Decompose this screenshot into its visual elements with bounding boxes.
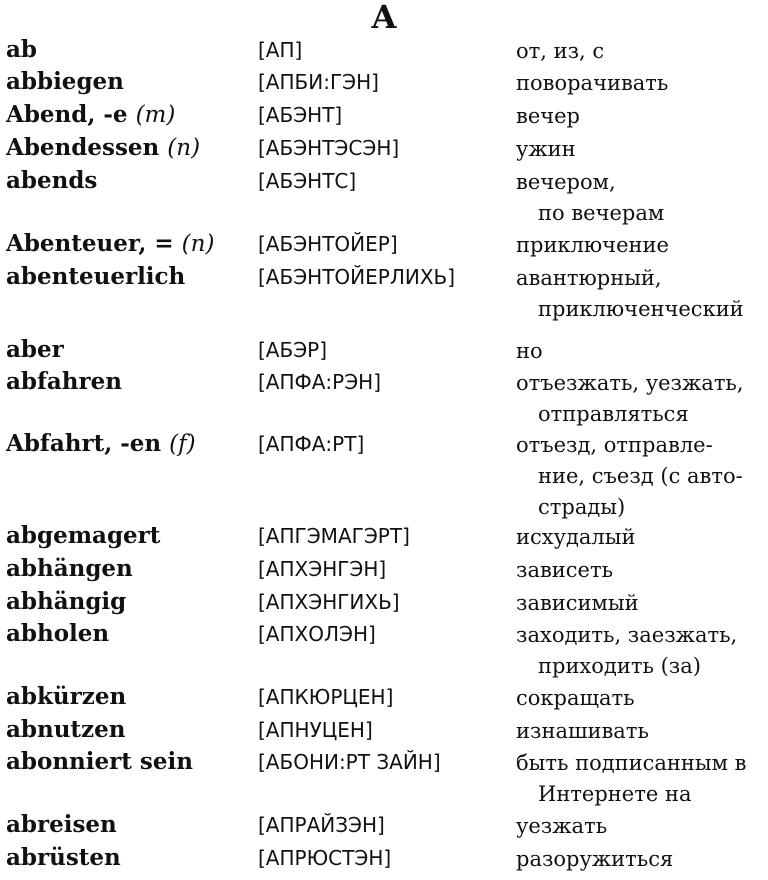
entry-word: abkürzen — [6, 683, 127, 710]
entry-translation: вечером, по вечерам — [516, 170, 665, 225]
section-letter: А — [370, 0, 398, 36]
entry-transcription: [АП] — [258, 38, 303, 62]
entry-translation: от, из, с — [516, 39, 605, 63]
entry-word: abbiegen — [6, 68, 124, 95]
entry-word: abonniert sein — [6, 748, 193, 775]
entry-word: aber — [6, 336, 64, 363]
entry-transcription: [АПХЭНГИХЬ] — [258, 590, 400, 614]
entry-transcription: [АПРАЙЗЭН] — [258, 813, 385, 837]
entry-transcription: [АБЭНТОЙЕР] — [258, 232, 398, 256]
entry-translation: зависеть — [516, 558, 614, 582]
entry-translation: поворачивать — [516, 71, 669, 95]
entry-word: abholen — [6, 620, 110, 647]
entry-word: abhängig — [6, 588, 127, 615]
entry-translation: быть подписанным в Интернете на — [516, 751, 747, 806]
entry-translation: зависимый — [516, 591, 639, 615]
entry-word: Abendessen (n) — [6, 134, 201, 161]
entry-translation: уезжать — [516, 814, 608, 838]
entry-translation: авантюрный, приключенческий — [516, 266, 744, 321]
entry-transcription: [АБЭР] — [258, 338, 328, 362]
entry-translation: отъезд, отправле- ние, съезд (с авто- страды) — [516, 433, 743, 519]
entry-translation: но — [516, 339, 543, 363]
entry-translation: отъезжать, уезжать, отправляться — [516, 371, 744, 426]
entry-translation: сокращать — [516, 686, 635, 710]
entry-gender: (m) — [135, 102, 176, 128]
entry-transcription: [АПФА:РЭН] — [258, 370, 382, 394]
entry-transcription: [АБЭНТС] — [258, 169, 357, 193]
entry-word: abrüsten — [6, 844, 121, 871]
entry-translation: исхудалый — [516, 525, 636, 549]
entry-word: abfahren — [6, 368, 122, 395]
entry-translation: изнашивать — [516, 719, 649, 743]
entry-transcription: [АПХОЛЭН] — [258, 622, 376, 646]
entry-translation: ужин — [516, 137, 576, 161]
entry-transcription: [АПНУЦЕН] — [258, 718, 373, 742]
entry-word: abnutzen — [6, 716, 126, 743]
entry-transcription: [АПБИ:ГЭН] — [258, 70, 379, 94]
entry-gender: (f) — [169, 431, 196, 457]
entry-word: abgemagert — [6, 522, 161, 549]
entry-word: abenteuerlich — [6, 263, 186, 290]
entry-translation: разоружиться — [516, 847, 674, 871]
entry-word: abends — [6, 167, 98, 194]
entry-transcription: [АПГЭМАГЭРТ] — [258, 524, 410, 548]
entry-word: Abfahrt, -en (f) — [6, 430, 196, 457]
entry-transcription: [АБЭНТЭСЭН] — [258, 136, 400, 160]
entry-word: abreisen — [6, 811, 117, 838]
entry-transcription: [АПХЭНГЭН] — [258, 557, 387, 581]
entry-word: ab — [6, 36, 37, 63]
entry-word: abhängen — [6, 555, 133, 582]
entry-word: Abenteuer, = (n) — [6, 230, 215, 257]
entry-transcription: [АБЭНТ] — [258, 103, 343, 127]
entry-translation: заходить, заезжать, приходить (за) — [516, 623, 738, 678]
entry-transcription: [АПФА:РТ] — [258, 432, 365, 456]
entry-gender: (n) — [167, 135, 201, 161]
entry-transcription: [АПРЮСТЭН] — [258, 846, 392, 870]
entry-word: Abend, -e (m) — [6, 101, 176, 128]
entry-transcription: [АБЭНТОЙЕРЛИХЬ] — [258, 265, 456, 289]
entry-transcription: [АБОНИ:РТ ЗАЙН] — [258, 750, 441, 774]
entry-gender: (n) — [181, 231, 215, 257]
entry-transcription: [АПКЮРЦЕН] — [258, 685, 394, 709]
entry-translation: приключение — [516, 233, 669, 257]
entry-translation: вечер — [516, 104, 581, 128]
